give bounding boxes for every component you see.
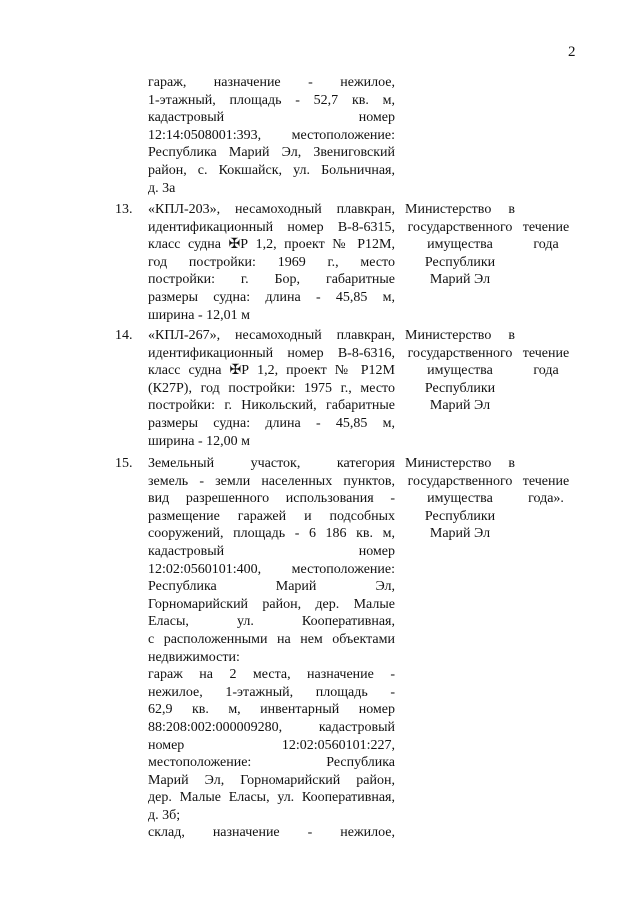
description-line: сооружений, площадь - 6 186 кв. м, <box>148 526 395 542</box>
description-line: класс судна ✠Р 1,2, проект № Р12М <box>148 363 395 379</box>
ministry-line: Марий Эл <box>429 526 491 542</box>
description-line: земель - земли населенных пунктов, <box>148 473 395 489</box>
ministry-line: Республики <box>424 508 496 524</box>
description-line: Республика Марий Эл, <box>148 579 395 595</box>
description-line: вид разрешенного использования - <box>148 491 395 507</box>
description-line: Земельный участок, категория <box>148 456 395 471</box>
responsible-body <box>405 327 515 415</box>
description-line: ширина - 12,00 м <box>148 433 250 449</box>
ministry-line: Республики <box>424 254 496 270</box>
term-line: течение <box>522 345 570 361</box>
ministry-line: Марий Эл <box>429 398 491 414</box>
ministry-line: Министерство в <box>405 202 515 217</box>
description-line: д. 3а <box>148 180 176 196</box>
description-line: гараж на 2 места, назначение - <box>148 667 395 683</box>
description-line: «КПЛ-267», несамоходный плавкран, <box>148 328 395 343</box>
description-line: дер. Малые Еласы, ул. Кооперативная, <box>148 790 395 806</box>
description-line: размеры судна: длина - 45,85 м, <box>148 415 395 431</box>
description-line: 62,9 кв. м, инвентарный номер <box>148 702 395 718</box>
entry-number: 14. <box>115 328 133 343</box>
description-line: постройки: г. Никольский, габаритные <box>148 398 395 414</box>
term-line: течение <box>522 473 570 489</box>
ministry-line: имущества <box>427 237 493 253</box>
entry-number: 13. <box>115 202 133 217</box>
entry-number: 15. <box>115 456 133 471</box>
ministry-line: государственного <box>407 219 513 235</box>
ministry-line: государственного <box>407 345 513 361</box>
responsible-body <box>405 201 515 289</box>
term <box>518 327 574 380</box>
description-line: 1-этажный, площадь - 52,7 кв. м, <box>148 92 395 108</box>
term-line: течение <box>522 219 570 235</box>
description-line: год постройки: 1969 г., место <box>148 254 395 270</box>
description-line: с расположенными на нем объектами <box>148 631 395 647</box>
description-line: ширина - 12,01 м <box>148 307 250 323</box>
ministry-line: имущества <box>427 491 493 507</box>
ministry-line: государственного <box>407 473 513 489</box>
responsible-body <box>405 455 515 543</box>
description-line: склад, назначение - нежилое, <box>148 825 395 841</box>
term-line: года <box>533 237 559 253</box>
description-line: 12:14:0508001:393, местоположение: <box>148 127 395 143</box>
term <box>518 455 574 508</box>
description-line: кадастровый номер <box>148 543 395 559</box>
description-line: 12:02:0560101:400, местоположение: <box>148 561 395 577</box>
description-line: Еласы, ул. Кооперативная, <box>148 614 395 630</box>
description-line: д. 3б; <box>148 807 181 823</box>
entry-description <box>148 455 395 842</box>
description-line: Горномарийский район, дер. Малые <box>148 596 395 612</box>
page-number: 2 <box>568 44 576 60</box>
term-line: года <box>533 363 559 379</box>
term-line <box>518 455 574 473</box>
ministry-line: Министерство в <box>405 328 515 343</box>
entry-description <box>148 327 395 450</box>
term-line <box>518 201 574 219</box>
continuation-description <box>148 74 395 197</box>
ministry-line: Министерство в <box>405 456 515 471</box>
description-line: нежилое, 1-этажный, площадь - <box>148 684 395 700</box>
description-line: размещение гаражей и подсобных <box>148 508 395 524</box>
description-line: гараж, назначение - нежилое, <box>148 75 395 90</box>
term <box>518 201 574 254</box>
description-line: идентификационный номер В-8-6315, <box>148 219 395 235</box>
description-line: Республика Марий Эл, Звениговский <box>148 145 395 161</box>
description-line: номер 12:02:0560101:227, <box>148 737 395 753</box>
term-line: года». <box>528 491 564 507</box>
ministry-line: имущества <box>427 363 493 379</box>
description-line: местоположение: Республика <box>148 755 395 771</box>
entry-description <box>148 201 395 324</box>
description-line: кадастровый номер <box>148 110 395 126</box>
description-line: 88:208:002:000009280, кадастровый <box>148 719 395 735</box>
ministry-line: Республики <box>424 380 496 396</box>
description-line: Марий Эл, Горномарийский район, <box>148 772 395 788</box>
description-line: класс судна ✠Р 1,2, проект № Р12М, <box>148 237 395 253</box>
description-line: район, с. Кокшайск, ул. Больничная, <box>148 162 395 178</box>
description-line: постройки: г. Бор, габаритные <box>148 272 395 288</box>
description-line: размеры судна: длина - 45,85 м, <box>148 289 395 305</box>
term-line <box>518 327 574 345</box>
description-line: «КПЛ-203», несамоходный плавкран, <box>148 202 395 217</box>
ministry-line: Марий Эл <box>429 272 491 288</box>
description-line: (К27Р), год постройки: 1975 г., место <box>148 380 395 396</box>
description-line: недвижимости: <box>148 649 240 665</box>
description-line: идентификационный номер В-8-6316, <box>148 345 395 361</box>
